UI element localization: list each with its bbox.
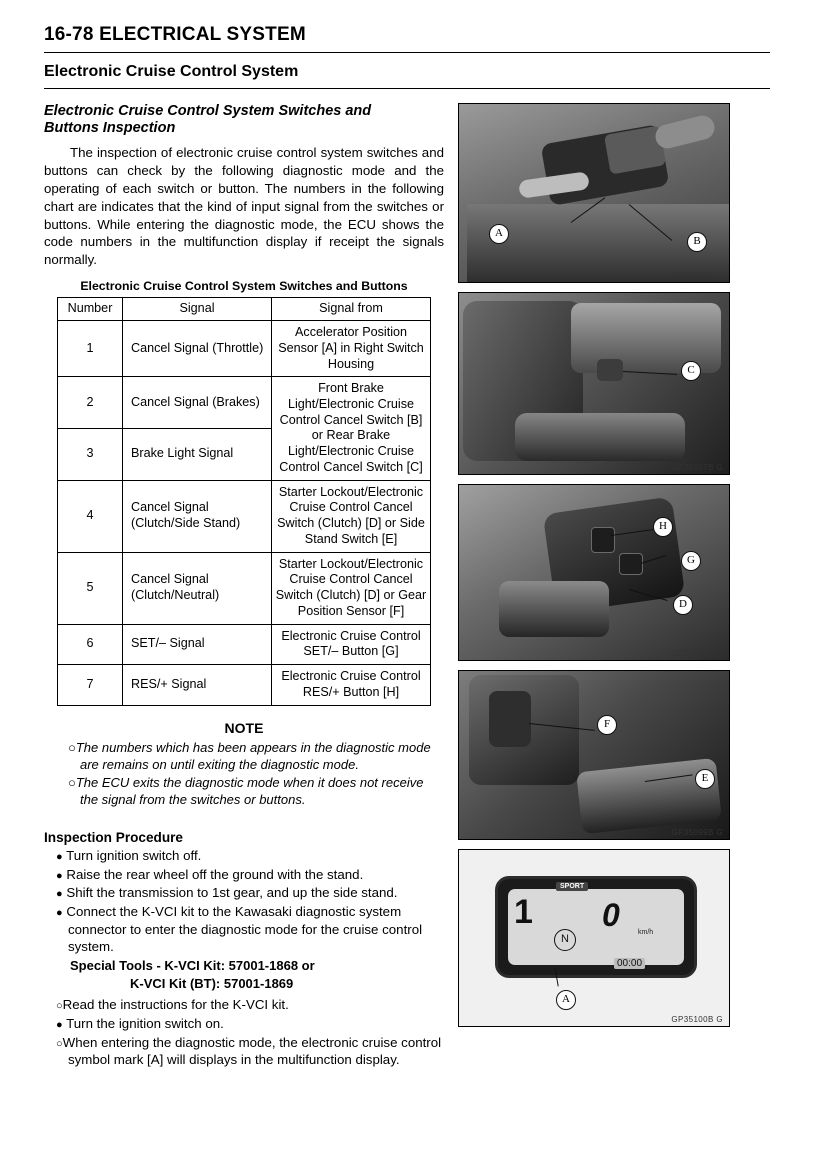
switches-table — [57, 297, 431, 705]
col-header-number: Number — [58, 298, 123, 321]
figure-rear-brake-switch — [458, 292, 730, 475]
callout-c: C — [681, 361, 701, 381]
callout-g: G — [681, 551, 701, 571]
left-column — [44, 103, 444, 1070]
cell-number: 7 — [58, 665, 123, 705]
meter-screen — [508, 889, 684, 965]
figure-right-switch-housing — [458, 103, 730, 283]
bullet-icon: ● — [56, 1018, 63, 1031]
note-bullet-icon: ○ — [68, 774, 76, 790]
col-header-signal-from: Signal from — [272, 298, 431, 321]
bullet-icon: ● — [56, 907, 63, 920]
cell-signal-from: Electronic Cruise Control SET/– Button [G] — [272, 624, 431, 664]
callout-a: A — [556, 990, 576, 1010]
mode-badge: SPORT — [556, 882, 588, 891]
table-row — [58, 480, 431, 552]
page-number: 16-78 — [44, 24, 94, 45]
bullet-icon: ● — [56, 888, 63, 901]
procedure-step: ● Connect the K-VCI kit to the Kawasaki diagnostic system connector to enter the diagnostic mode for the cruise control system. — [56, 904, 423, 955]
special-tools-line2: K-VCI Kit (BT): 57001-1869 — [130, 975, 294, 991]
multifunction-meter — [495, 876, 697, 978]
table-row — [58, 624, 431, 664]
cell-signal: Cancel Signal (Brakes) — [123, 377, 272, 429]
table-caption: Electronic Cruise Control System Switches and Buttons — [80, 279, 408, 294]
col-header-signal: Signal — [123, 298, 272, 321]
table-header-row — [58, 298, 431, 321]
table-row — [58, 377, 431, 429]
procedure-step: ● Turn ignition switch off. — [56, 848, 202, 864]
callout-b: B — [687, 232, 707, 252]
figure-code: GF35099B G — [671, 649, 723, 658]
clutch-lever-area — [499, 581, 609, 637]
figure-gear-position-sensor — [458, 670, 730, 840]
table-row — [58, 552, 431, 624]
callout-a: A — [489, 224, 509, 244]
res-plus-button — [591, 527, 615, 553]
circle-bullet-icon: ○ — [56, 1000, 63, 1013]
note-item: ○The numbers which has been appears in the diagnostic mode are remains on until exiting the diagnostic mode. — [68, 739, 431, 772]
sensor-body — [489, 691, 531, 747]
procedure-step: ○When entering the diagnostic mode, the electronic cruise control symbol mark [A] will displays in the multifunction display. — [56, 1034, 442, 1068]
gear-indicator: 1 — [514, 893, 533, 931]
callout-h: H — [653, 517, 673, 537]
cell-signal: Cancel Signal (Clutch/Side Stand) — [123, 480, 272, 552]
cell-signal: RES/+ Signal — [123, 665, 272, 705]
table-row — [58, 665, 431, 705]
figure-code: GF35007B G — [671, 463, 723, 472]
lower-bracket — [515, 413, 685, 461]
procedure-step: ● Raise the rear wheel off the ground with the stand. — [56, 866, 364, 882]
table-row — [58, 321, 431, 377]
callout-e: E — [695, 769, 715, 789]
cell-signal-from: Front Brake Light/Electronic Cruise Control Cancel Switch [B] or Rear Brake Light/Electronic Cruise Control Cancel Switch [C] — [272, 377, 431, 480]
figure-multifunction-display — [458, 849, 730, 1027]
callout-f: F — [597, 715, 617, 735]
speed-unit: km/h — [638, 929, 654, 936]
frame-part — [571, 303, 721, 373]
special-tools — [44, 957, 444, 992]
callout-d: D — [673, 595, 693, 615]
figure-code: GP35100B G — [671, 1015, 723, 1024]
special-tools-line1: Special Tools - K-VCI Kit: 57001-1868 or — [70, 958, 315, 974]
brake-switch-body — [597, 359, 623, 381]
cell-number: 6 — [58, 624, 123, 664]
content-columns — [44, 103, 770, 1070]
procedure-step: ● Turn the ignition switch on. — [56, 1015, 224, 1031]
cell-signal: Cancel Signal (Clutch/Neutral) — [123, 552, 272, 624]
set-minus-button — [619, 553, 643, 575]
circle-bullet-icon: ○ — [56, 1037, 63, 1050]
figure-code: GF35099B G — [671, 828, 723, 837]
tachometer-bar — [508, 883, 684, 893]
procedure-step: ● Shift the transmission to 1st gear, and up the side stand. — [56, 885, 398, 901]
speed-value: 0 — [602, 897, 620, 933]
page-header — [44, 24, 770, 52]
cell-number: 1 — [58, 321, 123, 377]
figure-cruise-buttons — [458, 484, 730, 661]
bullet-icon: ● — [56, 869, 63, 882]
section-rule — [44, 88, 770, 89]
cell-signal: Brake Light Signal — [123, 428, 272, 480]
cell-number: 4 — [58, 480, 123, 552]
cell-signal-from: Starter Lockout/Electronic Cruise Control Cancel Switch (Clutch) [D] or Side Stand Switch [E] — [272, 480, 431, 552]
article-title: Electronic Cruise Control System Switches and Buttons Inspection — [44, 103, 372, 137]
cell-signal-from: Accelerator Position Sensor [A] in Right Switch Housing — [272, 321, 431, 377]
cell-signal-from: Starter Lockout/Electronic Cruise Control Cancel Switch (Clutch) [D] or Gear Position Sensor [F] — [272, 552, 431, 624]
figure-code: GP35099B G — [671, 271, 723, 280]
article-paragraph: The inspection of electronic cruise control system switches and buttons can check by the following diagnostic mode and the operating of each switch or button. The numbers in the following chart are indicates that the kind of input signal from the switches or buttons. While entering the diagnostic mode, the ECU shows the code numbers in the multifunction display if receipt the signals normally. — [44, 144, 444, 268]
cell-number: 2 — [58, 377, 123, 429]
note-title: NOTE — [224, 719, 264, 736]
procedure-title: Inspection Procedure — [44, 830, 183, 846]
clock-display: 00:00 — [614, 958, 645, 969]
header-rule — [44, 52, 770, 53]
procedure-step: ○Read the instructions for the K-VCI kit. — [56, 997, 289, 1013]
section-title: Electronic Cruise Control System — [44, 63, 299, 80]
chapter-title: ELECTRICAL SYSTEM — [99, 24, 306, 45]
bullet-icon: ● — [56, 851, 63, 864]
note-item: ○The ECU exits the diagnostic mode when it does not receive the signal from the switches or buttons. — [68, 774, 424, 807]
note-bullet-icon: ○ — [68, 739, 76, 755]
figure-column — [458, 103, 730, 1036]
cell-number: 3 — [58, 428, 123, 480]
cruise-symbol-mark: N — [554, 929, 576, 951]
cell-number: 5 — [58, 552, 123, 624]
cell-signal: Cancel Signal (Throttle) — [123, 321, 272, 377]
cell-signal: SET/– Signal — [123, 624, 272, 664]
cell-signal-from: Electronic Cruise Control RES/+ Button [H] — [272, 665, 431, 705]
